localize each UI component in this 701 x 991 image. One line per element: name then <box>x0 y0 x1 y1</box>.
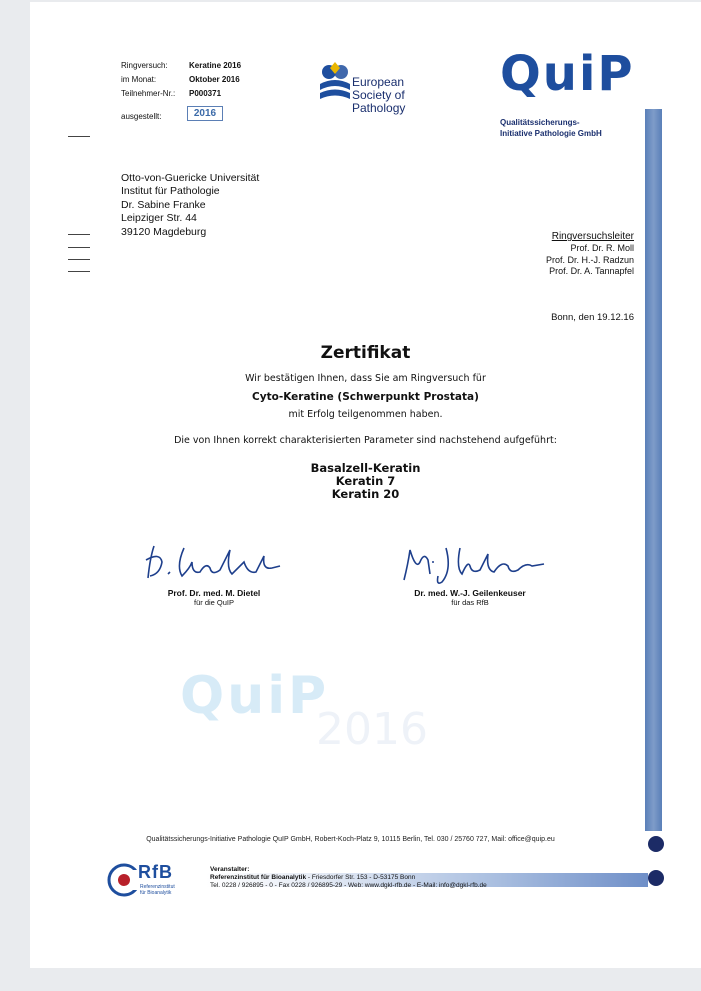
leiter-name: Prof. Dr. A. Tannapfel <box>549 266 634 276</box>
parameter-item: Keratin 7 <box>335 474 396 488</box>
leiter-name: Prof. Dr. R. Moll <box>570 243 634 253</box>
monat-label: im Monat: <box>121 75 157 84</box>
esp-line1: European <box>352 75 405 89</box>
margin-mark <box>68 271 90 272</box>
certificate-line2: mit Erfolg teilgenommen haben. <box>288 409 443 420</box>
rfb-wordmark: RfB <box>138 862 173 882</box>
ausgestellt-label: ausgestellt: <box>121 112 162 121</box>
watermark-quip: QuiP <box>180 666 330 726</box>
address-line: Institut für Pathologie <box>121 185 220 198</box>
signer-role: für das RfB <box>451 598 489 607</box>
watermark-year: 2016 <box>316 704 428 755</box>
rfb-sub2: für Bioanalytik <box>140 890 172 896</box>
certificate-line3: Die von Ihnen korrekt charakterisierten Parameter sind nachstehend aufgeführt: <box>174 435 557 446</box>
signature-dietel-icon <box>140 538 290 588</box>
signer-name: Dr. med. W.-J. Geilenkeuser <box>414 588 526 598</box>
ringversuchsleiter-block <box>546 230 634 278</box>
ringversuchsleiter-title: Ringversuchsleiter <box>551 231 634 242</box>
signer-name: Prof. Dr. med. M. Dietel <box>167 588 261 598</box>
footer-dot <box>648 836 664 852</box>
rfb-logo <box>104 860 200 902</box>
veranstalter-contact: Tel. 0228 / 926895 - 0 - Fax 0228 / 926895-29 - Web: www.dgkl-rfb.de - E-Mail: info@dgkl-rfb.de <box>210 882 487 889</box>
esp-emblem-icon <box>318 62 352 106</box>
parameter-list <box>30 462 701 501</box>
signature-geilenkeuser-icon <box>398 540 548 590</box>
address-line: Dr. Sabine Franke <box>121 198 206 211</box>
signer-role: für die QuIP <box>193 598 235 607</box>
address-line: Otto-von-Guericke Universität <box>121 172 260 184</box>
veranstalter-block <box>210 866 487 890</box>
recipient-address <box>121 172 259 239</box>
leiter-name: Prof. Dr. H.-J. Radzun <box>545 254 634 265</box>
footer-dot <box>648 870 664 886</box>
footer-address: Qualitätssicherungs-Initiative Pathologie QuIP GmbH, Robert-Koch-Platz 9, 10115 Berlin, Tel. 030 / 25760 727, Mail: office@quip.eu <box>146 836 555 843</box>
rfb-sub1: Referenzinstitut <box>140 884 175 890</box>
signer-geilenkeuser <box>390 588 550 607</box>
parameter-item: Keratin 20 <box>331 487 400 501</box>
margin-mark <box>68 247 90 248</box>
parameter-item: Basalzell-Keratin <box>310 461 421 475</box>
ringversuch-value: Keratine 2016 <box>189 61 242 70</box>
monat-value: Oktober 2016 <box>189 75 240 84</box>
signer-dietel <box>144 588 284 607</box>
veranstalter-addr: - Friesdorfer Str. 153 - D-53175 Bonn <box>306 874 416 881</box>
certificate-title: Zertifikat <box>320 343 411 363</box>
quip-logo <box>500 46 650 146</box>
margin-mark <box>68 259 90 260</box>
quip-wordmark: QuiP <box>500 46 635 102</box>
issue-date: Bonn, den 19.12.16 <box>551 312 634 323</box>
esp-logo <box>318 62 428 124</box>
margin-mark <box>68 136 90 137</box>
certificate-line1: Wir bestätigen Ihnen, dass Sie am Ringversuch für <box>245 373 486 384</box>
margin-mark <box>68 234 90 235</box>
esp-line2: Society of <box>352 88 405 102</box>
esp-line3: Pathology <box>352 101 406 115</box>
teilnehmer-label: Teilnehmer-Nr.: <box>121 89 176 98</box>
veranstalter-name: Referenzinstitut für Bioanalytik <box>210 874 307 881</box>
certificate-topic: Cyto-Keratine (Schwerpunkt Prostata) <box>252 391 479 403</box>
ringversuch-label: Ringversuch: <box>121 61 168 70</box>
veranstalter-label: Veranstalter: <box>210 866 250 873</box>
address-line: 39120 Magdeburg <box>121 225 207 238</box>
ausgestellt-value: 2016 <box>187 106 223 121</box>
quip-sub2: Initiative Pathologie GmbH <box>500 129 602 138</box>
quip-sub1: Qualitätssicherungs- <box>500 118 580 127</box>
address-line: Leipziger Str. 44 <box>121 212 197 225</box>
teilnehmer-value: P000371 <box>189 89 222 98</box>
